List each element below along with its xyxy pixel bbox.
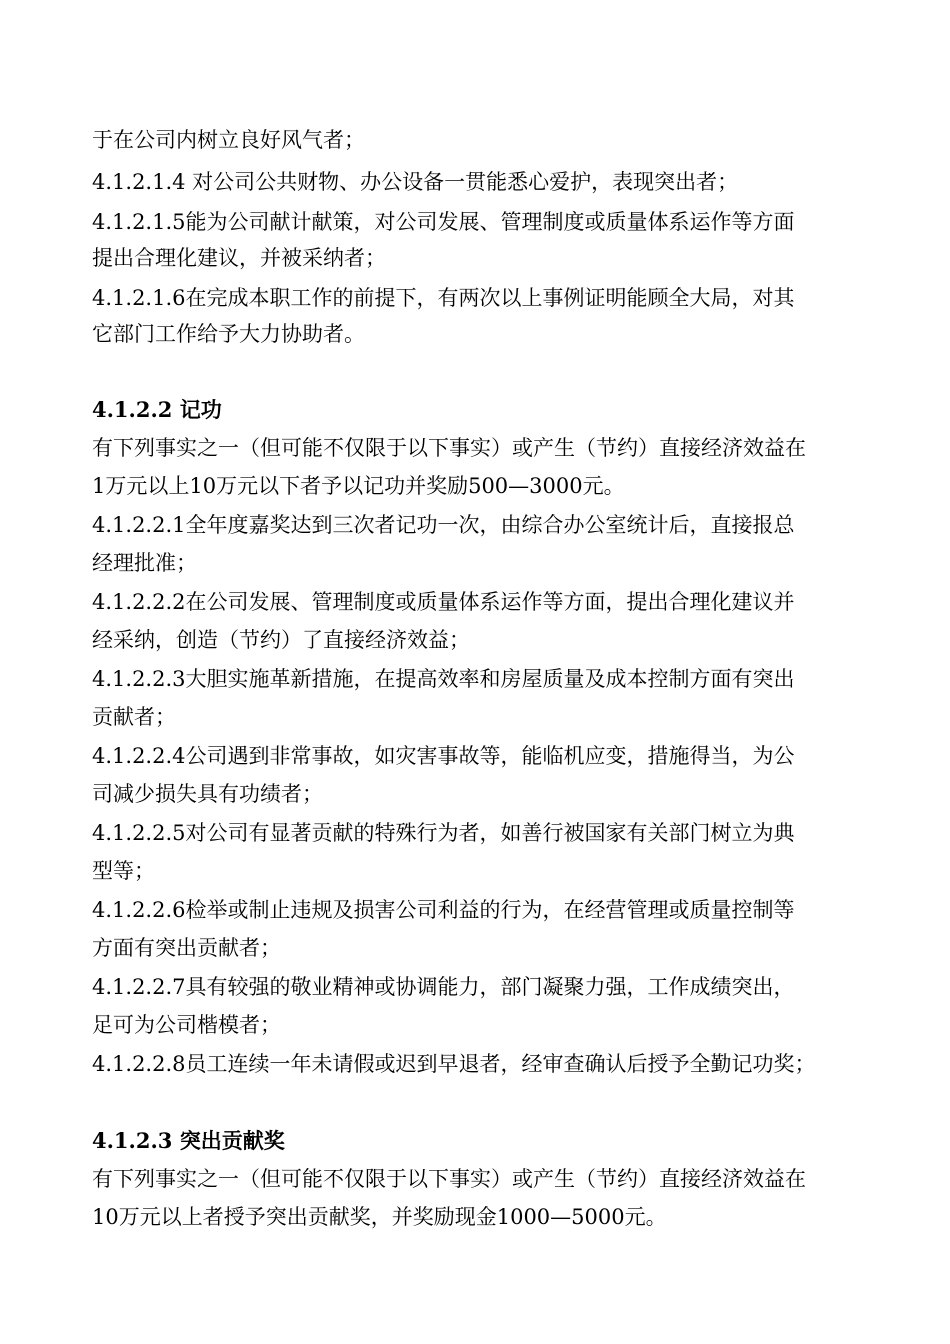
paragraph-line: 经采纳，创造（节约）了直接经济效益； — [92, 628, 470, 652]
clause-4-1-2-2-6: 4.1.2.2.6检举或制止违规及损害公司利益的行为，在经营管理或质量控制等 — [92, 898, 795, 922]
paragraph-line: 1万元以上10万元以下者予以记功并奖励500—3000元。 — [92, 474, 625, 498]
paragraph-line: 10万元以上者授予突出贡献奖，并奖励现金1000—5000元。 — [92, 1205, 667, 1229]
clause-4-1-2-2-4: 4.1.2.2.4公司遇到非常事故，如灾害事故等，能临机应变，措施得当，为公 — [92, 744, 795, 768]
clause-4-1-2-2-7: 4.1.2.2.7具有较强的敬业精神或协调能力，部门凝聚力强，工作成绩突出， — [92, 975, 795, 999]
clause-4-1-2-2-3: 4.1.2.2.3大胆实施革新措施，在提高效率和房屋质量及成本控制方面有突出 — [92, 667, 795, 691]
clause-4-1-2-2-2: 4.1.2.2.2在公司发展、管理制度或质量体系运作等方面，提出合理化建议并 — [92, 590, 795, 614]
clause-4-1-2-1-4: 4.1.2.1.4 对公司公共财物、办公设备一贯能悉心爱护，表现突出者； — [92, 170, 739, 194]
clause-4-1-2-1-6: 4.1.2.1.6在完成本职工作的前提下，有两次以上事例证明能顾全大局，对其 — [92, 286, 795, 310]
paragraph-line: 贡献者； — [92, 705, 176, 729]
paragraph-line: 它部门工作给予大力协助者。 — [92, 322, 365, 346]
paragraph-line: 有下列事实之一（但可能不仅限于以下事实）或产生（节约）直接经济效益在 — [92, 1167, 806, 1191]
paragraph-line: 于在公司内树立良好风气者； — [92, 128, 365, 152]
clause-4-1-2-1-5: 4.1.2.1.5能为公司献计献策，对公司发展、管理制度或质量体系运作等方面 — [92, 210, 795, 234]
clause-4-1-2-2-5: 4.1.2.2.5对公司有显著贡献的特殊行为者，如善行被国家有关部门树立为典 — [92, 821, 795, 845]
paragraph-line: 方面有突出贡献者； — [92, 936, 281, 960]
paragraph-line: 足可为公司楷模者； — [92, 1013, 281, 1037]
clause-4-1-2-2-8: 4.1.2.2.8员工连续一年未请假或迟到早退者，经审查确认后授予全勤记功奖； — [92, 1052, 816, 1076]
paragraph-line: 司减少损失具有功绩者； — [92, 782, 323, 806]
paragraph-line: 提出合理化建议，并被采纳者； — [92, 246, 386, 270]
paragraph-line: 型等； — [92, 859, 155, 883]
clause-4-1-2-2-1: 4.1.2.2.1全年度嘉奖达到三次者记功一次，由综合办公室统计后，直接报总 — [92, 513, 795, 537]
paragraph-line: 有下列事实之一（但可能不仅限于以下事实）或产生（节约）直接经济效益在 — [92, 436, 806, 460]
section-heading-4-1-2-3: 4.1.2.3 突出贡献奖 — [92, 1128, 285, 1153]
paragraph-line: 经理批准； — [92, 551, 197, 575]
section-heading-4-1-2-2: 4.1.2.2 记功 — [92, 397, 222, 422]
